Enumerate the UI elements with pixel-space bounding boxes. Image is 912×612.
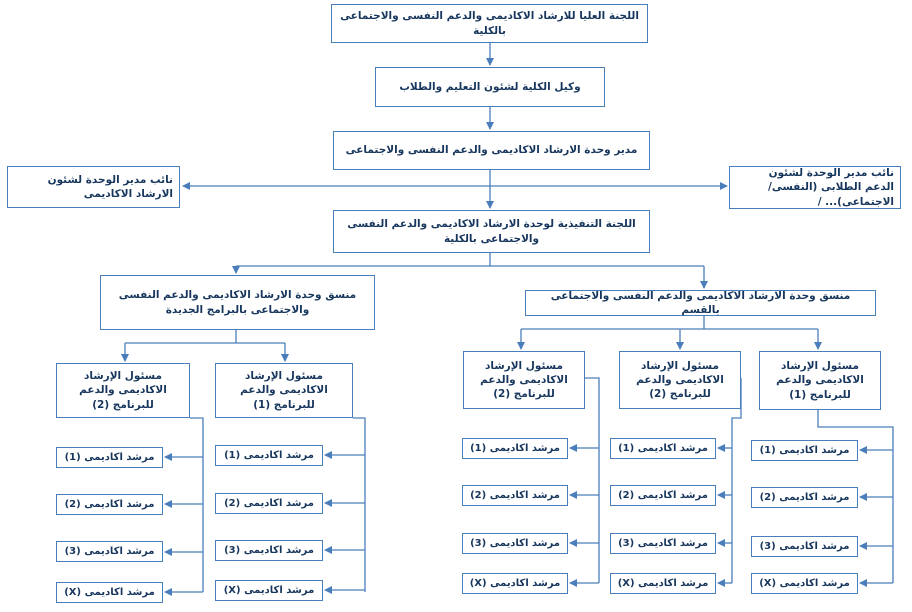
advisor-box: مرشد اكاديمى (1) <box>215 445 323 466</box>
advisor-box: مرشد اكاديمى (3) <box>215 540 323 561</box>
advisor-box: مرشد اكاديمى (X) <box>462 573 568 594</box>
right-program-officer-2a: مسئول الإرشاد الاكاديمى والدعم للبرنامج (2) <box>463 351 585 409</box>
advisor-box: مرشد اكاديمى (X) <box>610 573 716 594</box>
advisor-box: مرشد اكاديمى (X) <box>215 580 323 601</box>
left-program-officer-2: مسئول الإرشاد الاكاديمى والدعم للبرنامج (2) <box>56 363 190 418</box>
coordinator-department-box: منسق وحدة الارشاد الاكاديمى والدعم النفسى والاجتماعى بالقسم <box>525 290 876 316</box>
deputy-support-box: نائب مدير الوحدة لشئون الدعم الطلابى (النفسى/الاجتماعى)... / <box>729 166 901 209</box>
advisor-box: مرشد اكاديمى (1) <box>56 447 163 468</box>
right-program-officer-2b: مسئول الإرشاد الاكاديمى والدعم للبرنامج (2) <box>619 351 741 409</box>
advisor-box: مرشد اكاديمى (2) <box>751 487 858 508</box>
top-committee-box: اللجنة العليا للارشاد الاكاديمى والدعم النفسى والاجتماعى بالكلية <box>331 4 648 43</box>
advisor-box: مرشد اكاديمى (3) <box>610 533 716 554</box>
deputy-academic-box: نائب مدير الوحدة لشئون الارشاد الاكاديمى <box>7 166 180 208</box>
advisor-box: مرشد اكاديمى (X) <box>751 573 858 594</box>
advisor-box: مرشد اكاديمى (1) <box>610 438 716 459</box>
advisor-box: مرشد اكاديمى (1) <box>751 440 858 461</box>
advisor-box: مرشد اكاديمى (2) <box>462 485 568 506</box>
advisor-box: مرشد اكاديمى (2) <box>610 485 716 506</box>
advisor-box: مرشد اكاديمى (3) <box>462 533 568 554</box>
advisor-box: مرشد اكاديمى (1) <box>462 438 568 459</box>
right-program-officer-1: مسئول الإرشاد الاكاديمى والدعم للبرنامج (1) <box>759 351 881 410</box>
executive-committee-box: اللجنة التنفيذية لوحدة الارشاد الاكاديمى والدعم النفسى والاجتماعى بالكلية <box>333 210 650 253</box>
coordinator-new-programs-box: منسق وحدة الارشاد الاكاديمى والدعم النفسى والاجتماعى بالبرامج الجديدة <box>100 275 375 330</box>
advisor-box: مرشد اكاديمى (2) <box>215 493 323 514</box>
vice-dean-box: وكيل الكلية لشئون التعليم والطلاب <box>375 67 605 107</box>
advisor-box: مرشد اكاديمى (2) <box>56 494 163 515</box>
advisor-box: مرشد اكاديمى (3) <box>56 541 163 562</box>
left-program-officer-1: مسئول الإرشاد الاكاديمى والدعم للبرنامج (1) <box>215 363 353 418</box>
unit-director-box: مدير وحدة الارشاد الاكاديمى والدعم النفسى والاجتماعى <box>333 131 650 170</box>
advisor-box: مرشد اكاديمى (X) <box>56 582 163 603</box>
advisor-box: مرشد اكاديمى (3) <box>751 536 858 557</box>
